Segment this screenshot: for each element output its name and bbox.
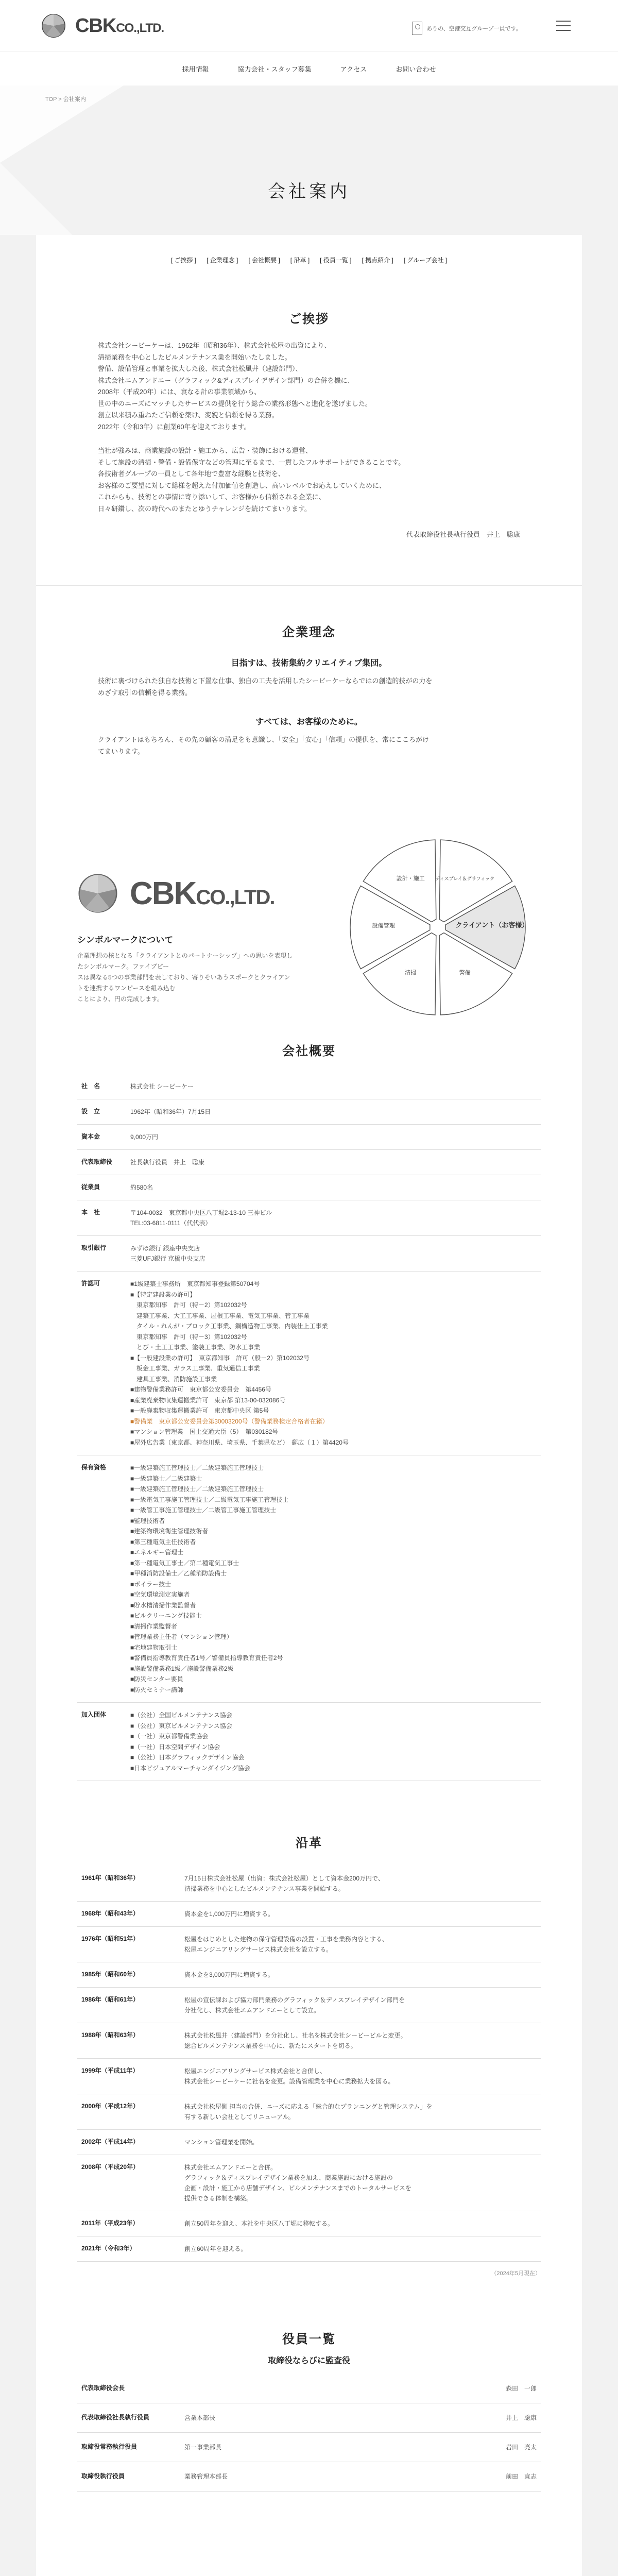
overview-value xyxy=(126,1703,541,1781)
history-row xyxy=(77,1902,541,1927)
list-line: ■清掃作業監督者 xyxy=(130,1622,178,1630)
list-line: ■一級電気工事施工管理技士／二級電気工事施工管理技士 xyxy=(130,1496,289,1503)
value-line: 創立60周年を迎える。 xyxy=(184,2245,247,2252)
history-text xyxy=(180,2130,541,2155)
list-line: ■（一社）日本空間デザイン協会 xyxy=(130,1743,220,1751)
philosophy-section xyxy=(36,586,582,757)
segment-label-5: クライアント（お客様） xyxy=(455,921,529,929)
value-line: マンション管理業を開始。 xyxy=(184,2139,259,2146)
list-line: ■（一社）東京都警備業協会 xyxy=(130,1733,209,1740)
text-line: 2022年（令和3年）に創業60年を迎えております。 xyxy=(98,422,251,431)
menu-icon[interactable] xyxy=(556,21,571,35)
officer-dept: 営業本部長 xyxy=(184,2414,216,2421)
list-line: ■空気環境測定実施者 xyxy=(130,1591,190,1598)
overview-key: 保有資格 xyxy=(77,1455,126,1703)
text-line: クライアントはもちろん、その先の顧客の満足をも意識し、「安全」「安心」「信頼」の提供を、常にこころがけ xyxy=(98,736,429,743)
philosophy-text-2 xyxy=(98,734,520,757)
list-line: 建築工事業、大工工事業、屋根工事業、電気工事業、管工事業 xyxy=(130,1312,310,1319)
history-year: 1986年（昭和61年） xyxy=(77,1988,180,2023)
anchor-link-3[interactable]: [ 沿革 ] xyxy=(290,257,310,264)
breadcrumb-sep: > xyxy=(58,96,62,103)
list-line: ■【特定建設業の許可】 xyxy=(130,1291,196,1298)
value-line: 創立50周年を迎え、本社を中央区八丁堀に移転する。 xyxy=(184,2220,334,2227)
officer-name: 井上 聡康 xyxy=(505,2414,537,2421)
list-line: ■監理技術者 xyxy=(130,1517,165,1524)
overview-value xyxy=(126,1272,541,1455)
text-line: ことにより、円の完成します。 xyxy=(77,995,164,1003)
list-line: ■宅地建物取引士 xyxy=(130,1643,178,1651)
officer-name: 岩田 亮太 xyxy=(505,2444,537,2451)
text-line: 各技術者グループの一員として各年地で豊富な経験と技術を、 xyxy=(98,470,285,478)
overview-title: 会社概要 xyxy=(282,1044,336,1058)
overview-row xyxy=(77,1272,541,1455)
anchor-link-2[interactable]: [ 会社概要 ] xyxy=(248,257,280,264)
overview-row xyxy=(77,1074,541,1099)
history-year: 1968年（昭和43年） xyxy=(77,1902,180,1927)
overview-row xyxy=(77,1703,541,1781)
list-line: とび・土工工事業、塗装工事業、防水工事業 xyxy=(130,1344,261,1351)
text-line: 世の中のニーズにマッチしたサービスの提供を行う総合の業務形態へと進化を遂げました。 xyxy=(98,399,372,408)
list-line: ■建物警備業務許可 東京都公安委員会 第4456号 xyxy=(130,1386,271,1393)
officer-row xyxy=(77,2462,541,2492)
list-line: ■管理業務主任者（マンション管理） xyxy=(130,1633,233,1640)
symbol-heading: シンボルマークについて xyxy=(77,935,174,945)
text-line: 警備、設備管理と事業を拡大した後、株式会社松風井（建設部門）、 xyxy=(98,365,302,372)
segment-label-4: ディスプレイ＆グラフィック xyxy=(435,876,495,882)
history-text xyxy=(180,2023,541,2059)
history-year: 1976年（昭和51年） xyxy=(77,1927,180,1962)
page-hero xyxy=(0,86,618,235)
history-year: 1985年（昭和60年） xyxy=(77,1962,180,1988)
value-line: 株式会社松屋側 担当の合併、ニーズに応える「総合的なプランニングと管理システム」を xyxy=(184,2103,433,2110)
greeting-signature: 代表取締役社長執行役員 井上 聡康 xyxy=(406,531,520,538)
philosophy-lead-1: 目指すは、技術集約クリエイティブ集団。 xyxy=(231,659,387,668)
greeting-p2 xyxy=(98,445,520,515)
list-line: ■（公社）東京ビルメンテナンス協会 xyxy=(130,1722,232,1730)
list-line: 建具工事業、消防施設工事業 xyxy=(130,1375,217,1383)
value-line: 松屋をはじめとした建物の保守管理設備の設置・工事を業務内容とする、 xyxy=(184,1936,389,1943)
overview-table xyxy=(77,1074,541,1781)
list-line: ■マンション管理業 国土交通大臣（5） 第030182号 xyxy=(130,1428,279,1435)
officer-name: 前田 直志 xyxy=(505,2473,537,2480)
symbol-segment-chart xyxy=(345,835,530,1020)
list-line: ■エネルギー管理士 xyxy=(130,1549,184,1556)
text-line: 日々研鑽し、次の時代へのまたとゆうチャレンジを続けてまいります。 xyxy=(98,504,311,513)
officer-row xyxy=(77,2403,541,2433)
list-line: ■屋外広告業（東京都、神奈川県、埼玉県、千葉県など） 郵広（１）第4420号 xyxy=(130,1438,349,1446)
overview-row xyxy=(77,1236,541,1272)
segment-label-1: 設備管理 xyxy=(372,923,395,929)
history-row xyxy=(77,1927,541,1962)
history-row xyxy=(77,2211,541,2236)
list-line: タイル・れんが・ブロック工事業、鋼構造物工事業、内装仕上工事業 xyxy=(130,1323,328,1330)
text-line: お客様のご要望に対して総様を超えた付加価値を創造し、高いレベルでお応えしていくために、 xyxy=(98,481,386,489)
segment-label-2: 警備 xyxy=(459,970,471,976)
history-row xyxy=(77,2094,541,2130)
value-line: 資本金を3,000万円に増資する。 xyxy=(184,1971,274,1978)
gnav-link-3[interactable]: お問い合わせ xyxy=(396,65,436,73)
symbol-text xyxy=(77,951,294,1005)
list-line: ■防火セミナー講師 xyxy=(130,1686,184,1693)
group-tagline xyxy=(412,22,522,35)
history-text xyxy=(180,2211,541,2236)
history-year: 2002年（平成14年） xyxy=(77,2130,180,2155)
history-text xyxy=(180,1927,541,1962)
officer-row xyxy=(77,2433,541,2462)
history-title: 沿革 xyxy=(296,1836,322,1850)
value-line: 9,000万円 xyxy=(130,1133,159,1141)
history-year: 2011年（平成23年） xyxy=(77,2211,180,2236)
list-line: ■防災センター要員 xyxy=(130,1675,183,1683)
list-line: ■一級建築施工管理技士／二級建築施工管理技士 xyxy=(130,1464,264,1471)
history-row xyxy=(77,2155,541,2211)
logo-text: CBK xyxy=(75,14,116,37)
list-line: ■一級管工事施工管理技士／二級管工事施工管理技士 xyxy=(130,1506,277,1514)
history-row xyxy=(77,1866,541,1902)
history-row xyxy=(77,2023,541,2059)
value-line: 株式会社 シービーケー xyxy=(130,1083,194,1090)
list-line: ■一級建築施工管理技士／二級建築施工管理技士 xyxy=(130,1485,264,1493)
anchor-label: 拠点紹介 xyxy=(365,257,390,264)
overview-key: 従業員 xyxy=(77,1175,126,1200)
history-row xyxy=(77,2130,541,2155)
list-line: ■第三種電気主任技術者 xyxy=(130,1538,196,1546)
value-line: 7月15日株式会社松屋（出資：株式会社松屋）として資本金200万円で、 xyxy=(184,1875,384,1882)
overview-value xyxy=(126,1125,541,1150)
overview-value xyxy=(126,1200,541,1236)
list-line: ■ボイラー技士 xyxy=(130,1580,171,1588)
history-text xyxy=(180,2094,541,2130)
overview-key: 取引銀行 xyxy=(77,1236,126,1272)
history-text xyxy=(180,2059,541,2094)
history-text xyxy=(180,1962,541,1988)
overview-row xyxy=(77,1099,541,1125)
history-text xyxy=(180,1988,541,2023)
logo-sub: CO.,LTD. xyxy=(116,21,164,35)
page-title: 会社案内 xyxy=(268,182,350,201)
overview-row xyxy=(77,1200,541,1236)
officers-subhead: 取締役ならびに監査役 xyxy=(267,2357,350,2365)
text-line: 2008年（平成20年）には、衰なる計の事業領域から、 xyxy=(98,388,261,396)
anchor-link-4[interactable]: [ 役員一覧 ] xyxy=(320,257,352,264)
value-line: 松屋エンジニアリングサービス株式会社を設立する。 xyxy=(184,1946,332,1953)
list-line: ■（公社）全国ビルメンテナンス協会 xyxy=(130,1711,232,1719)
history-row xyxy=(77,1962,541,1988)
value-line: 分社化し、株式会社エムアンドエーとして設立。 xyxy=(184,2007,320,2014)
history-row xyxy=(77,2059,541,2094)
anchor-link-6[interactable]: [ グループ会社 ] xyxy=(403,257,448,264)
value-line: 清掃業務を中心としたビルメンテナンス事業を開始する。 xyxy=(184,1885,345,1892)
value-line: 株式会社エムアンドエーと合併。 xyxy=(184,2164,277,2171)
overview-key: 資本金 xyxy=(77,1125,126,1150)
overview-row xyxy=(77,1125,541,1150)
philosophy-lead-2: すべては、お客様のために。 xyxy=(255,718,363,726)
history-row xyxy=(77,2236,541,2262)
history-text xyxy=(180,1902,541,1927)
officer-name: 森田 一郎 xyxy=(505,2385,537,2392)
officer-dept xyxy=(180,2374,385,2403)
greeting-title: ご挨拶 xyxy=(289,312,329,326)
anchor-label: グループ会社 xyxy=(407,257,444,264)
history-year: 2008年（平成20年） xyxy=(77,2155,180,2211)
tagline-text: ありの、空港交互グループ一員です。 xyxy=(426,26,522,32)
value-line: TEL:03-6811-0111（代代表） xyxy=(130,1219,212,1227)
officers-table xyxy=(77,2374,541,2492)
overview-value xyxy=(126,1074,541,1099)
list-line: ■日本ビジュアルマーチャンダイジング協会 xyxy=(130,1764,250,1772)
list-line: ■一般廃棄物収集運搬業許可 東京都中央区 第5号 xyxy=(130,1407,269,1414)
list-line: ■【一般建設業の許可】 東京都知事 許可（般－2）第102032号 xyxy=(130,1354,310,1362)
history-year: 2000年（平成12年） xyxy=(77,2094,180,2130)
officer-dept: 業務管理本部長 xyxy=(184,2473,228,2480)
symbol-logo-text: CBK xyxy=(130,875,196,911)
segment-label-0: 清掃 xyxy=(405,970,417,976)
overview-key: 設 立 xyxy=(77,1099,126,1125)
overview-key: 社 名 xyxy=(77,1074,126,1099)
group-mark-icon xyxy=(412,22,422,35)
company-logo[interactable] xyxy=(41,13,164,38)
overview-row xyxy=(77,1150,541,1175)
list-line: ■一級建築士／二級建築士 xyxy=(130,1475,202,1482)
overview-key: 加入団体 xyxy=(77,1703,126,1781)
text-line: めざす取引の信頼を得る業務。 xyxy=(98,688,192,697)
overview-row xyxy=(77,1175,541,1200)
officer-title: 代表取締役会長 xyxy=(77,2374,180,2403)
history-text xyxy=(180,2236,541,2262)
overview-value xyxy=(126,1236,541,1272)
list-line: ■警備員指導教育責任者1号／警備員指導教育責任者2号 xyxy=(130,1654,283,1662)
overview-key: 本 社 xyxy=(77,1200,126,1236)
text-line: 株式会社シービーケーは、1962年（昭和36年）、株式会社松屋の出資により、 xyxy=(98,342,331,349)
value-line: 株式会社松風井（建設部門）を分社化し、社名を株式会社シービービルと変更。 xyxy=(184,2032,407,2039)
text-line: 企業理想の核となる「クライアントとのパートナーシップ」への思いを表現したシンボルマーク。ファイブピー xyxy=(77,952,293,970)
list-line: ■警備業 東京都公安委員会第30003200号（警備業務検定合格者在籍） xyxy=(130,1417,329,1425)
value-line: 有する新しい会社としてリニューアル。 xyxy=(184,2113,295,2121)
history-year: 2021年（令和3年） xyxy=(77,2236,180,2262)
overview-section xyxy=(36,1041,582,1781)
overview-row xyxy=(77,1455,541,1703)
overview-value xyxy=(126,1099,541,1125)
text-line: そして施設の清掃・警備・設備保守などの管理に至るまで、一貫したフルサポートができることです。 xyxy=(98,458,405,466)
list-line: ■第一種電気工事士／第二種電気工事士 xyxy=(130,1559,239,1567)
text-line: これからも、技術との事情に寄り添いして、お客様から信頼される企業に、 xyxy=(98,493,325,501)
value-line: 松屋エンジニアリングサービス株式会社と合併し、 xyxy=(184,2067,326,2075)
list-line: ■建築物環境衛生管理技術者 xyxy=(130,1528,209,1535)
text-line: 技術に裏づけられた独自な技術と下置な仕事、独自の工夫を活用したシービーケーならではの創造的技がの力を xyxy=(98,677,433,685)
officer-title: 取締役常務執行役員 xyxy=(77,2433,180,2462)
value-line: 〒104-0032 東京都中央区八丁堀2-13-10 三神ビル xyxy=(130,1209,272,1216)
global-nav xyxy=(0,52,618,86)
officers-section xyxy=(36,2329,582,2492)
history-row xyxy=(77,1988,541,2023)
value-line: 1962年（昭和36年）7月15日 xyxy=(130,1108,211,1115)
anchor-label: 役員一覧 xyxy=(323,257,348,264)
greeting-section xyxy=(36,278,582,539)
anchor-link-5[interactable]: [ 拠点紹介 ] xyxy=(362,257,393,264)
history-table xyxy=(77,1866,541,2262)
value-line: 企画・設計・施工から店舗デザイン、ビルメンテナンスまでのトータルサービスを xyxy=(184,2184,411,2192)
anchor-label: ご挨拶 xyxy=(174,257,193,264)
overview-key: 代表取締役 xyxy=(77,1150,126,1175)
list-line: 東京都知事 許可（特－3）第102032号 xyxy=(130,1333,247,1341)
value-line: 三菱UFJ銀行 京橋中央支店 xyxy=(130,1255,205,1262)
text-line: 創立以来積み重ねたご信頼を築け、変貌と信頼を得る業務。 xyxy=(98,411,279,419)
value-line: 総合ビルメンテナンス業務を中心に、新たにスタートを切る。 xyxy=(184,2042,357,2049)
list-line: ■ビルクリーニング技能士 xyxy=(130,1612,202,1619)
philosophy-title: 企業理念 xyxy=(282,625,336,639)
value-line: 松屋の宣伝課および協力部門業務のグラフィック＆ディスプレイデザイン部門を xyxy=(184,1996,405,2004)
history-year: 1961年（昭和36年） xyxy=(77,1866,180,1902)
anchor-nav xyxy=(36,235,582,278)
list-line: ■（公社）日本グラフィックデザイン協会 xyxy=(130,1754,245,1761)
overview-value xyxy=(126,1175,541,1200)
history-text xyxy=(180,1866,541,1902)
content-card xyxy=(36,235,582,2576)
gnav-link-2[interactable]: アクセス xyxy=(340,65,367,73)
officer-row xyxy=(77,2374,541,2403)
value-line: 提供できる体制を構築。 xyxy=(184,2195,253,2202)
philosophy-text-1 xyxy=(98,675,520,699)
list-line: ■産業廃棄物収集運搬業許可 東京都 第13-00-032086号 xyxy=(130,1396,286,1404)
history-year: 1988年（昭和63年） xyxy=(77,2023,180,2059)
value-line: 約580名 xyxy=(130,1184,153,1191)
text-line: スは異なる5つの事業部門を表しており、寄りそいあうスポークとクライアントを連携するワンピースを組み込む xyxy=(77,974,290,992)
officer-title: 代表取締役社長執行役員 xyxy=(77,2403,180,2433)
officer-dept: 第一事業部長 xyxy=(184,2444,222,2451)
symbol-logo xyxy=(77,873,294,914)
cbk-mark-icon xyxy=(41,13,70,38)
list-line: 東京都知事 許可（特－2）第102032号 xyxy=(130,1301,247,1309)
gnav-link-0[interactable]: 採用情報 xyxy=(182,65,209,73)
history-note: （2024年5月現在） xyxy=(491,2270,541,2277)
history-section xyxy=(36,1833,582,2277)
anchor-label: 会社概要 xyxy=(252,257,277,264)
history-text xyxy=(180,2155,541,2211)
list-line: 板金工事業、ガラス工事業、重気通信工事業 xyxy=(130,1365,260,1372)
history-year: 1999年（平成11年） xyxy=(77,2059,180,2094)
text-line: 清掃業務を中心としたビルメンテナンス業を開始いたしました。 xyxy=(98,353,291,361)
overview-value xyxy=(126,1455,541,1703)
anchor-link-0[interactable]: [ ご挨拶 ] xyxy=(170,257,197,264)
list-line: ■1級建築士事務所 東京都知事登録第50704号 xyxy=(130,1280,260,1287)
value-line: 資本金を1,000万円に増資する。 xyxy=(184,1910,274,1918)
text-line: 株式会社エムアンドエー（グラフィック&ディスプレイデザイン部門）の合併を機に、 xyxy=(98,376,354,384)
breadcrumb xyxy=(45,95,86,103)
site-header xyxy=(0,0,618,52)
greeting-p1 xyxy=(98,340,520,433)
text-line: 当社が強みは、商業施設の設計・施工から、広告・装飾における運営、 xyxy=(98,447,313,454)
value-line: グラフィック＆ディスプレイデザイン業務を加え、商業施設における施設の xyxy=(184,2174,393,2181)
breadcrumb-current: 会社案内 xyxy=(63,96,86,103)
list-line: ■施設警備業務1級／施設警備業務2級 xyxy=(130,1665,234,1672)
value-line: 社長執行役員 井上 聡康 xyxy=(130,1159,205,1166)
hero-decoration-icon xyxy=(0,86,124,235)
overview-key: 許認可 xyxy=(77,1272,126,1455)
cbk-large-mark-icon xyxy=(77,873,124,914)
value-line: みずほ銀行 銀座中央支店 xyxy=(130,1245,200,1252)
anchor-label: 沿革 xyxy=(294,257,306,264)
value-line: 株式会社シービーケーに社名を変更。設備管理業を中心に業務拡大を図る。 xyxy=(184,2078,394,2085)
symbol-logo-sub: CO.,LTD. xyxy=(196,886,274,909)
overview-value xyxy=(126,1150,541,1175)
list-line: ■甲種消防設備士／乙種消防設備士 xyxy=(130,1570,227,1577)
list-line: ■貯水槽清掃作業監督者 xyxy=(130,1601,196,1609)
breadcrumb-home[interactable]: TOP xyxy=(45,96,57,103)
segment-label-3: 設計・施工 xyxy=(396,875,425,882)
gnav-link-1[interactable]: 協力会社・スタッフ募集 xyxy=(237,65,312,73)
symbol-section xyxy=(77,819,541,1010)
anchor-label: 企業理念 xyxy=(210,257,235,264)
officer-title: 取締役執行役員 xyxy=(77,2462,180,2492)
officers-title: 役員一覧 xyxy=(282,2332,336,2346)
text-line: てまいります。 xyxy=(98,747,144,755)
anchor-link-1[interactable]: [ 企業理念 ] xyxy=(207,257,238,264)
